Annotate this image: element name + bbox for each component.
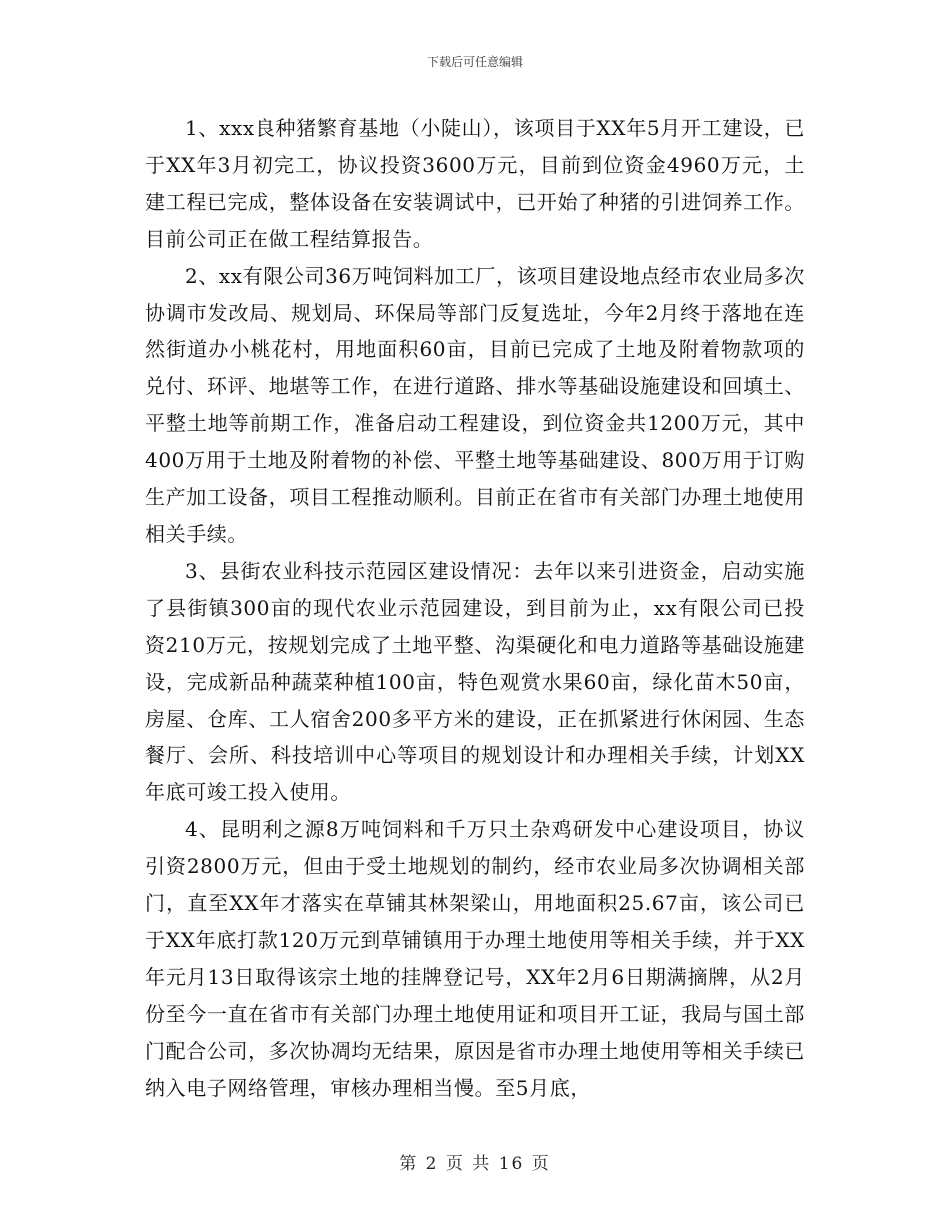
- paragraph-4: 4、昆明利之源8万吨饲料和千万只土杂鸡研发中心建设项目，协议引资2800万元，但由于受土地规划的制约，经市农业局多次协调相关部门，直至XX年才落实在草铺其林架梁山，用地面积25.67亩，该公司已于XX年底打款120万元到草铺镇用于办理土地使用等相关手续，并于XX年元月13日取得该宗土地的挂牌登记号，XX年2月6日期满摘牌，从2月份至今一直在省市有关部门办理土地使用证和项目开工证，我局与国土部门配合公司，多次协凋均无结果，原因是省市办理土地使用等相关手续已纳入电子网络管理，审核办理相当慢。至5月底，: [145, 817, 805, 1100]
- paragraph-1: 1、xxx良种猪繁育基地（小陡山），该项目于XX年5月开工建设，已于XX年3月初完工，协议投资3600万元，目前到位资金4960万元，土建工程已完成，整体设备在安装调试中，已开始了种猪的引进饲养工作。目前公司正在做工程结算报告。: [145, 116, 805, 251]
- paragraph-2: 2、xx有限公司36万吨饲料加工厂，该项目建设地点经市农业局多次协调市发改局、规划局、环保局等部门反复选址，今年2月终于落地在连然街道办小桃花村，用地面积60亩，目前已完成了土地及附着物款项的兑付、环评、地堪等工作，在进行道路、排水等基础设施建设和回填土、平整土地等前期工作，准备启动工程建设，到位资金共1200万元，其中400万用于土地及附着物的补偿、平整土地等基础建设、800万用于订购生产加工设备，项目工程推动顺利。目前正在省市有关部门办理土地使用相关手续。: [145, 263, 805, 546]
- page-header: 下载后可任意编辑: [426, 55, 523, 69]
- page-footer: 第 2 页 共 16 页: [399, 1154, 551, 1174]
- paragraph-3: 3、县街农业科技示范园区建设情况：去年以来引进资金，启动实施了县街镇300亩的现代农业示范园建设，到目前为止，xx有限公司已投资210万元，按规划完成了土地平整、沟渠硬化和电力道路等基础设施建设，完成新品种蔬菜种植100亩，特色观赏水果60亩，绿化苗木50亩，房屋、仓库、工人宿舍200多平方米的建设，正在抓紧进行休闲园、生态餐厅、会所、科技培训中心等项目的规划设计和办理相关手续，计划XX年底可竣工投入使用。: [145, 558, 805, 805]
- document-body: [145, 110, 805, 1106]
